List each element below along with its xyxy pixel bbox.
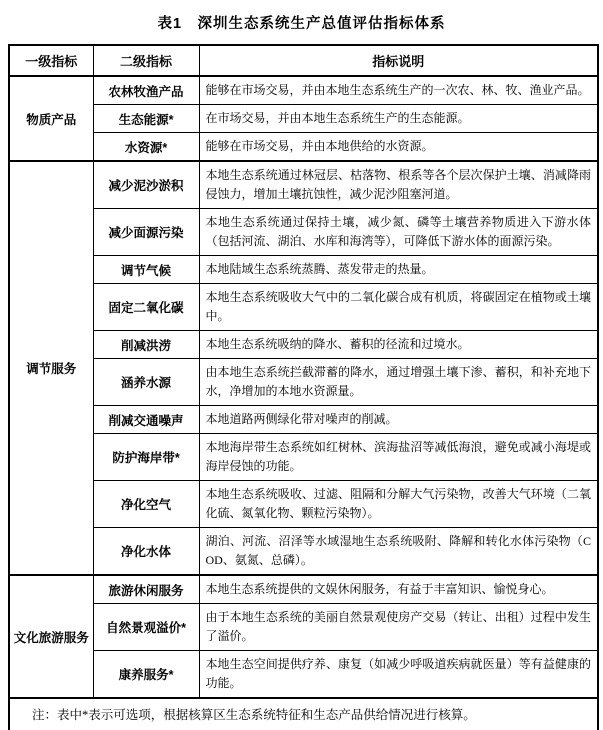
description-cell: 本地生态系统提供的文娱休闲服务，有益于丰富知识、愉悦身心。 — [199, 575, 598, 604]
table-row — [9, 575, 598, 604]
level2-cell: 固定二氧化碳 — [93, 284, 199, 331]
level2-cell: 农林牧渔产品 — [93, 76, 199, 105]
footnote-section — [9, 698, 598, 730]
table-row — [9, 133, 598, 162]
level2-cell: 康养服务* — [93, 651, 199, 699]
description-cell: 在市场交易，并由本地生态系统生产的生态能源。 — [199, 105, 598, 133]
table-row — [9, 528, 598, 576]
table-row — [9, 481, 598, 528]
table-header — [9, 45, 598, 76]
table-row — [9, 256, 598, 284]
table-row — [9, 76, 598, 105]
description-cell: 能够在市场交易，并由本地生态系统生产的一次农、林、牧、渔业产品。 — [199, 76, 598, 105]
description-cell: 本地生态系统通过保持土壤，减少氮、磷等土壤营养物质进入下游水体（包括河流、湖泊、水库和海湾等），可降低下游水体的面源污染。 — [199, 209, 598, 256]
level1-cell: 文化旅游服务 — [9, 575, 93, 698]
description-cell: 湖泊、河流、沼泽等水域湿地生态系统吸附、降解和转化水体污染物（COD、氨氮、总磷）。 — [199, 528, 598, 576]
table-footnote: 注：表中*表示可选项，根据核算区生态系统特征和生态产品供给情况进行核算。 — [9, 698, 598, 730]
description-cell: 本地生态系统吸纳的降水、蓄积的径流和过境水。 — [199, 331, 598, 359]
level1-cell: 调节服务 — [9, 161, 93, 575]
level2-cell: 防护海岸带* — [93, 434, 199, 481]
table-row — [9, 651, 598, 699]
header-level1: 一级指标 — [9, 45, 93, 76]
level2-cell: 削减洪涝 — [93, 331, 199, 359]
description-cell: 本地生态系统通过林冠层、枯落物、根系等各个层次保护土壤、消减降雨侵蚀力，增加土壤抗蚀性，减少泥沙阻塞河道。 — [199, 161, 598, 209]
table-row — [9, 105, 598, 133]
description-cell: 本地生态系统吸收、过滤、阻隔和分解大气污染物，改善大气环境（二氧化硫、氮氧化物、颗粒污染物）。 — [199, 481, 598, 528]
description-cell: 由本地生态系统拦截滞蓄的降水，通过增强土壤下渗、蓄积，和补充地下水，净增加的本地水资源量。 — [199, 359, 598, 406]
level2-cell: 生态能源* — [93, 105, 199, 133]
level2-cell: 调节气候 — [93, 256, 199, 284]
description-cell: 本地生态系统吸收大气中的二氧化碳合成有机质，将碳固定在植物或土壤中。 — [199, 284, 598, 331]
level2-cell: 净化空气 — [93, 481, 199, 528]
section-regulating-services — [9, 161, 598, 575]
header-level2: 二级指标 — [93, 45, 199, 76]
section-material-products — [9, 76, 598, 161]
level2-cell: 涵养水源 — [93, 359, 199, 406]
table-row — [9, 284, 598, 331]
level2-cell: 自然景观溢价* — [93, 604, 199, 651]
level2-cell: 削减交通噪声 — [93, 406, 199, 434]
table-row — [9, 359, 598, 406]
header-description: 指标说明 — [199, 45, 598, 76]
table-row — [9, 434, 598, 481]
level2-cell: 减少面源污染 — [93, 209, 199, 256]
section-cultural-tourism-services — [9, 575, 598, 698]
level1-cell: 物质产品 — [9, 76, 93, 161]
description-cell: 由于本地生态系统的美丽自然景观使房产交易（转让、出租）过程中发生了溢价。 — [199, 604, 598, 651]
table-row — [9, 209, 598, 256]
level2-cell: 净化水体 — [93, 528, 199, 576]
level2-cell: 减少泥沙淤积 — [93, 161, 199, 209]
description-cell: 本地道路两侧绿化带对噪声的削减。 — [199, 406, 598, 434]
table-title: 表1 深圳生态系统生产总值评估指标体系 — [157, 16, 446, 32]
indicator-table — [8, 44, 599, 730]
table-row — [9, 406, 598, 434]
header-row — [9, 45, 598, 76]
description-cell: 本地陆域生态系统蒸腾、蒸发带走的热量。 — [199, 256, 598, 284]
table-row — [9, 604, 598, 651]
level2-cell: 旅游休闲服务 — [93, 575, 199, 604]
level2-cell: 水资源* — [93, 133, 199, 162]
description-cell: 本地海岸带生态系统如红树林、滨海盐沼等减低海浪，避免或减小海堤或海岸侵蚀的功能。 — [199, 434, 598, 481]
description-cell: 能够在市场交易，并由本地供给的水资源。 — [199, 133, 598, 162]
footnote-row — [9, 698, 598, 730]
table-row — [9, 331, 598, 359]
table-row — [9, 161, 598, 209]
description-cell: 本地生态空间提供疗养、康复（如减少呼吸道疾病就医量）等有益健康的功能。 — [199, 651, 598, 699]
